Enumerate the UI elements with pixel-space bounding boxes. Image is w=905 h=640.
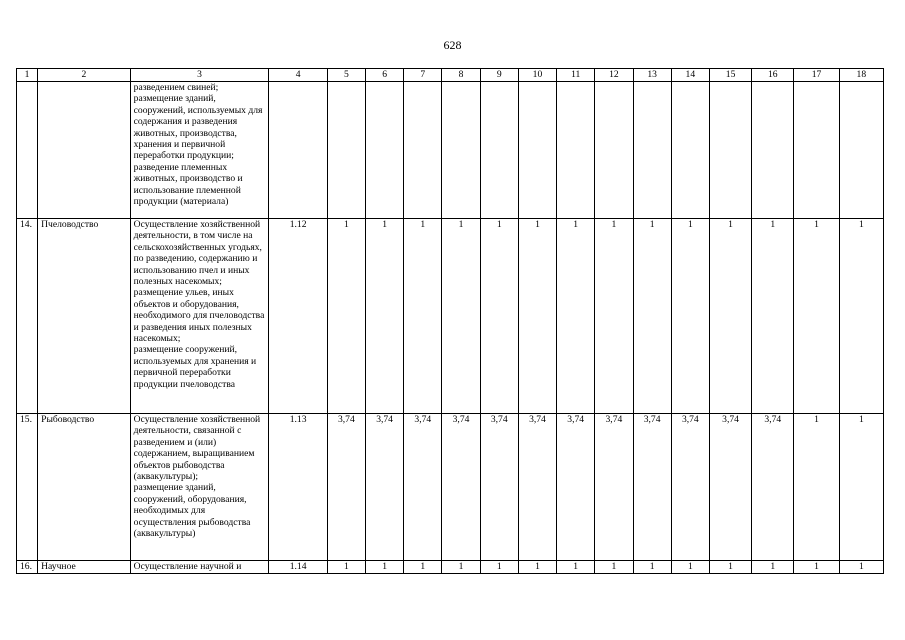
land-use-description-cell: разведением свиней; размещение зданий, сооружений, используемых для содержания и разведения животных, производства, хранения и первичной переработки продукции; разведение племенных животных, производство и использование племенной продукции (материала) <box>130 82 269 219</box>
table-row <box>17 414 884 561</box>
coefficient-cell <box>365 82 403 219</box>
land-use-name-cell: Научное <box>38 561 131 574</box>
coefficient-cell: 1 <box>709 219 751 414</box>
coefficient-cell: 1 <box>518 561 556 574</box>
land-use-description-cell: Осуществление хозяйственной деятельности, связанной с разведением и (или) содержанием, выращиванием объектов рыбоводства (аквакультуры); размещение зданий, сооружений, оборудования, необходимых для осуществления рыбоводства (аквакультуры) <box>130 414 269 561</box>
table-row <box>17 219 884 414</box>
column-number-cell: 14 <box>671 69 709 82</box>
coefficient-cell <box>633 82 671 219</box>
land-use-code-cell: 1.14 <box>269 561 327 574</box>
row-number-cell <box>17 82 38 219</box>
column-number-cell: 2 <box>38 69 131 82</box>
coefficient-cell: 1 <box>404 561 442 574</box>
coefficient-cell: 3,74 <box>480 414 518 561</box>
column-number-cell: 12 <box>595 69 633 82</box>
coefficient-cell: 3,74 <box>442 414 480 561</box>
land-use-description-cell: Осуществление хозяйственной деятельности, в том числе на сельскохозяйственных угодьях, по разведению, содержанию и использованию пчел и иных полезных насекомых; размещение ульев, иных объектов и оборудования, необходимого для пчеловодства и разведения иных полезных насекомых; размещение сооружений, используемых для хранения и первичной переработки продукции пчеловодства <box>130 219 269 414</box>
column-number-cell: 18 <box>839 69 883 82</box>
coefficient-cell: 3,74 <box>752 414 794 561</box>
coefficient-cell: 1 <box>752 561 794 574</box>
coefficient-cell: 1 <box>327 219 365 414</box>
coefficient-cell: 1 <box>709 561 751 574</box>
coefficient-cell: 3,74 <box>595 414 633 561</box>
land-use-name-cell: Рыбоводство <box>38 414 131 561</box>
coefficient-cell: 3,74 <box>518 414 556 561</box>
data-table <box>16 68 884 574</box>
column-number-cell: 3 <box>130 69 269 82</box>
column-number-cell: 10 <box>518 69 556 82</box>
coefficient-cell: 3,74 <box>709 414 751 561</box>
column-number-cell: 7 <box>404 69 442 82</box>
coefficient-cell: 3,74 <box>404 414 442 561</box>
coefficient-cell <box>752 82 794 219</box>
coefficient-cell: 1 <box>794 414 839 561</box>
coefficient-cell: 1 <box>839 414 883 561</box>
coefficient-cell: 1 <box>480 561 518 574</box>
coefficient-cell <box>480 82 518 219</box>
column-number-cell: 1 <box>17 69 38 82</box>
coefficient-cell: 1 <box>595 219 633 414</box>
coefficient-cell: 1 <box>633 219 671 414</box>
coefficient-cell: 1 <box>557 219 595 414</box>
column-number-cell: 11 <box>557 69 595 82</box>
coefficient-cell <box>709 82 751 219</box>
column-number-cell: 16 <box>752 69 794 82</box>
column-number-cell: 5 <box>327 69 365 82</box>
coefficient-cell: 1 <box>794 561 839 574</box>
coefficient-cell: 1 <box>595 561 633 574</box>
coefficient-cell: 1 <box>671 219 709 414</box>
coefficient-cell: 1 <box>518 219 556 414</box>
column-number-cell: 13 <box>633 69 671 82</box>
coefficient-cell: 1 <box>794 219 839 414</box>
row-number-cell: 16. <box>17 561 38 574</box>
column-number-cell: 9 <box>480 69 518 82</box>
land-use-code-cell: 1.12 <box>269 219 327 414</box>
column-number-cell: 15 <box>709 69 751 82</box>
coefficient-cell: 1 <box>404 219 442 414</box>
coefficient-cell <box>671 82 709 219</box>
coefficient-cell <box>442 82 480 219</box>
table-row <box>17 561 884 574</box>
coefficient-cell: 3,74 <box>633 414 671 561</box>
row-number-cell: 15. <box>17 414 38 561</box>
coefficient-cell: 3,74 <box>327 414 365 561</box>
column-number-cell: 17 <box>794 69 839 82</box>
coefficient-cell <box>794 82 839 219</box>
coefficient-cell <box>595 82 633 219</box>
coefficient-cell: 3,74 <box>557 414 595 561</box>
coefficient-cell: 1 <box>442 219 480 414</box>
coefficient-cell: 1 <box>633 561 671 574</box>
coefficient-cell: 1 <box>480 219 518 414</box>
coefficient-cell: 1 <box>839 219 883 414</box>
coefficient-cell: 1 <box>839 561 883 574</box>
coefficient-cell <box>404 82 442 219</box>
page-number: 628 <box>443 38 462 52</box>
column-number-row <box>17 69 884 82</box>
coefficient-cell: 1 <box>557 561 595 574</box>
coefficient-cell <box>327 82 365 219</box>
coefficient-cell: 1 <box>671 561 709 574</box>
land-use-description-cell: Осуществление научной и <box>130 561 269 574</box>
land-use-code-cell <box>269 82 327 219</box>
column-number-cell: 8 <box>442 69 480 82</box>
coefficient-cell: 1 <box>327 561 365 574</box>
coefficient-cell <box>518 82 556 219</box>
land-use-code-cell: 1.13 <box>269 414 327 561</box>
coefficient-cell: 3,74 <box>671 414 709 561</box>
row-number-cell: 14. <box>17 219 38 414</box>
column-number-cell: 4 <box>269 69 327 82</box>
coefficient-cell: 1 <box>365 561 403 574</box>
coefficient-cell: 3,74 <box>365 414 403 561</box>
coefficient-cell <box>839 82 883 219</box>
coefficient-cell: 1 <box>752 219 794 414</box>
coefficient-cell: 1 <box>365 219 403 414</box>
table-row <box>17 82 884 219</box>
land-use-name-cell <box>38 82 131 219</box>
coefficient-cell: 1 <box>442 561 480 574</box>
column-number-cell: 6 <box>365 69 403 82</box>
land-use-name-cell: Пчеловодство <box>38 219 131 414</box>
coefficient-cell <box>557 82 595 219</box>
